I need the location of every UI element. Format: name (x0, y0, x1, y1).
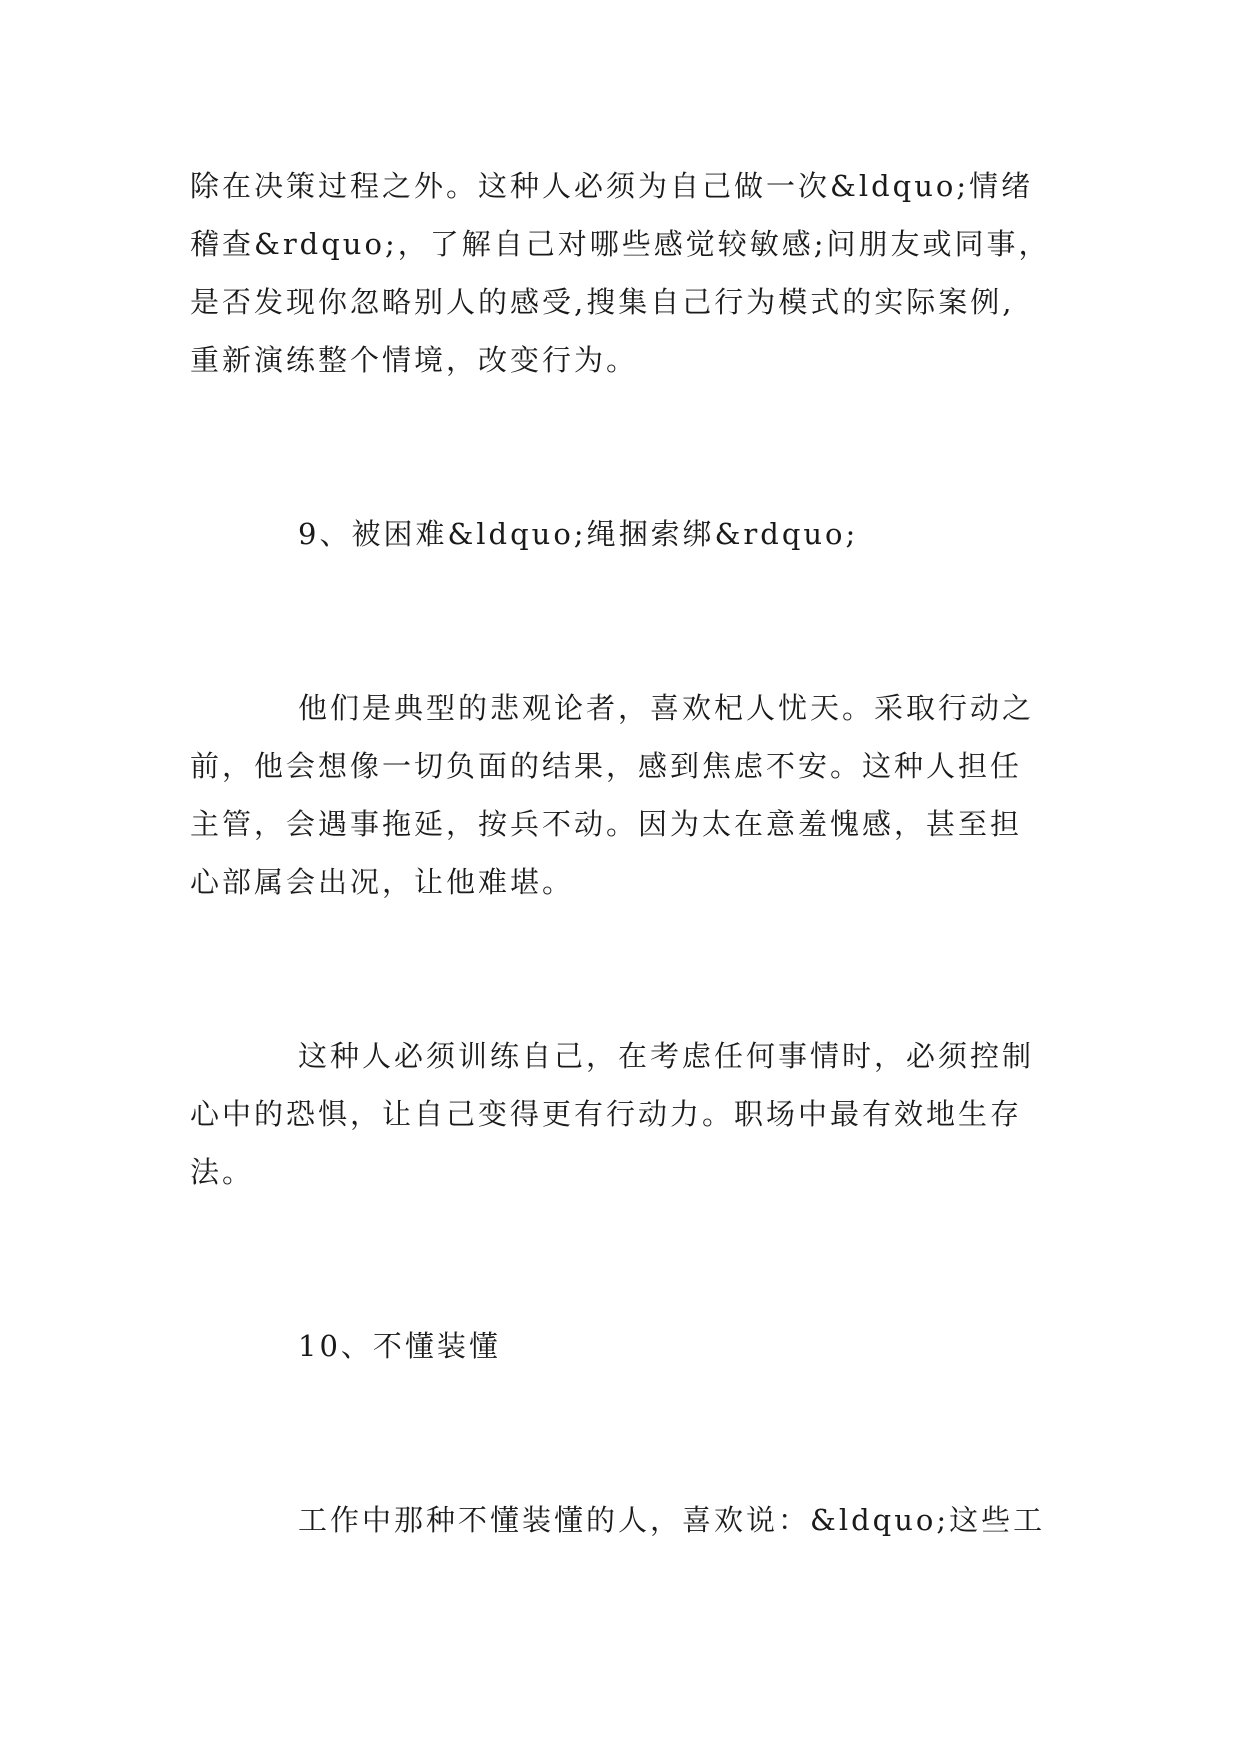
paragraph-line: 心部属会出况，让他难堪。 (190, 865, 575, 899)
paragraph-line: 除在决策过程之外。这种人必须为自己做一次&ldquo;情绪 (190, 169, 1034, 203)
paragraph-line: 主管，会遇事拖延，按兵不动。因为太在意羞愧感，甚至担 (190, 807, 1023, 841)
paragraph-line: 是否发现你忽略别人的感受,搜集自己行为模式的实际案例, (190, 285, 1015, 319)
section-heading: 10、不懂装懂 (298, 1329, 501, 1363)
paragraph-line: 工作中那种不懂装懂的人，喜欢说：&ldquo;这些工 (298, 1503, 1046, 1537)
paragraph-line: 心中的恐惧，让自己变得更有行动力。职场中最有效地生存 (190, 1097, 1023, 1131)
section-heading: 9、被困难&ldquo;绳捆索绑&rdquo; (298, 517, 859, 551)
paragraph-line: 法。 (190, 1155, 255, 1189)
paragraph-line: 他们是典型的悲观论者，喜欢杞人忧天。采取行动之 (298, 691, 1035, 725)
paragraph-line: 前，他会想像一切负面的结果，感到焦虑不安。这种人担任 (190, 749, 1023, 783)
paragraph-line: 重新演练整个情境，改变行为。 (190, 343, 639, 377)
paragraph-line: 这种人必须训练自己，在考虑任何事情时，必须控制 (298, 1039, 1035, 1073)
paragraph-line: 稽查&rdquo;，了解自己对哪些感觉较敏感;问朋友或同事， (190, 227, 1051, 261)
